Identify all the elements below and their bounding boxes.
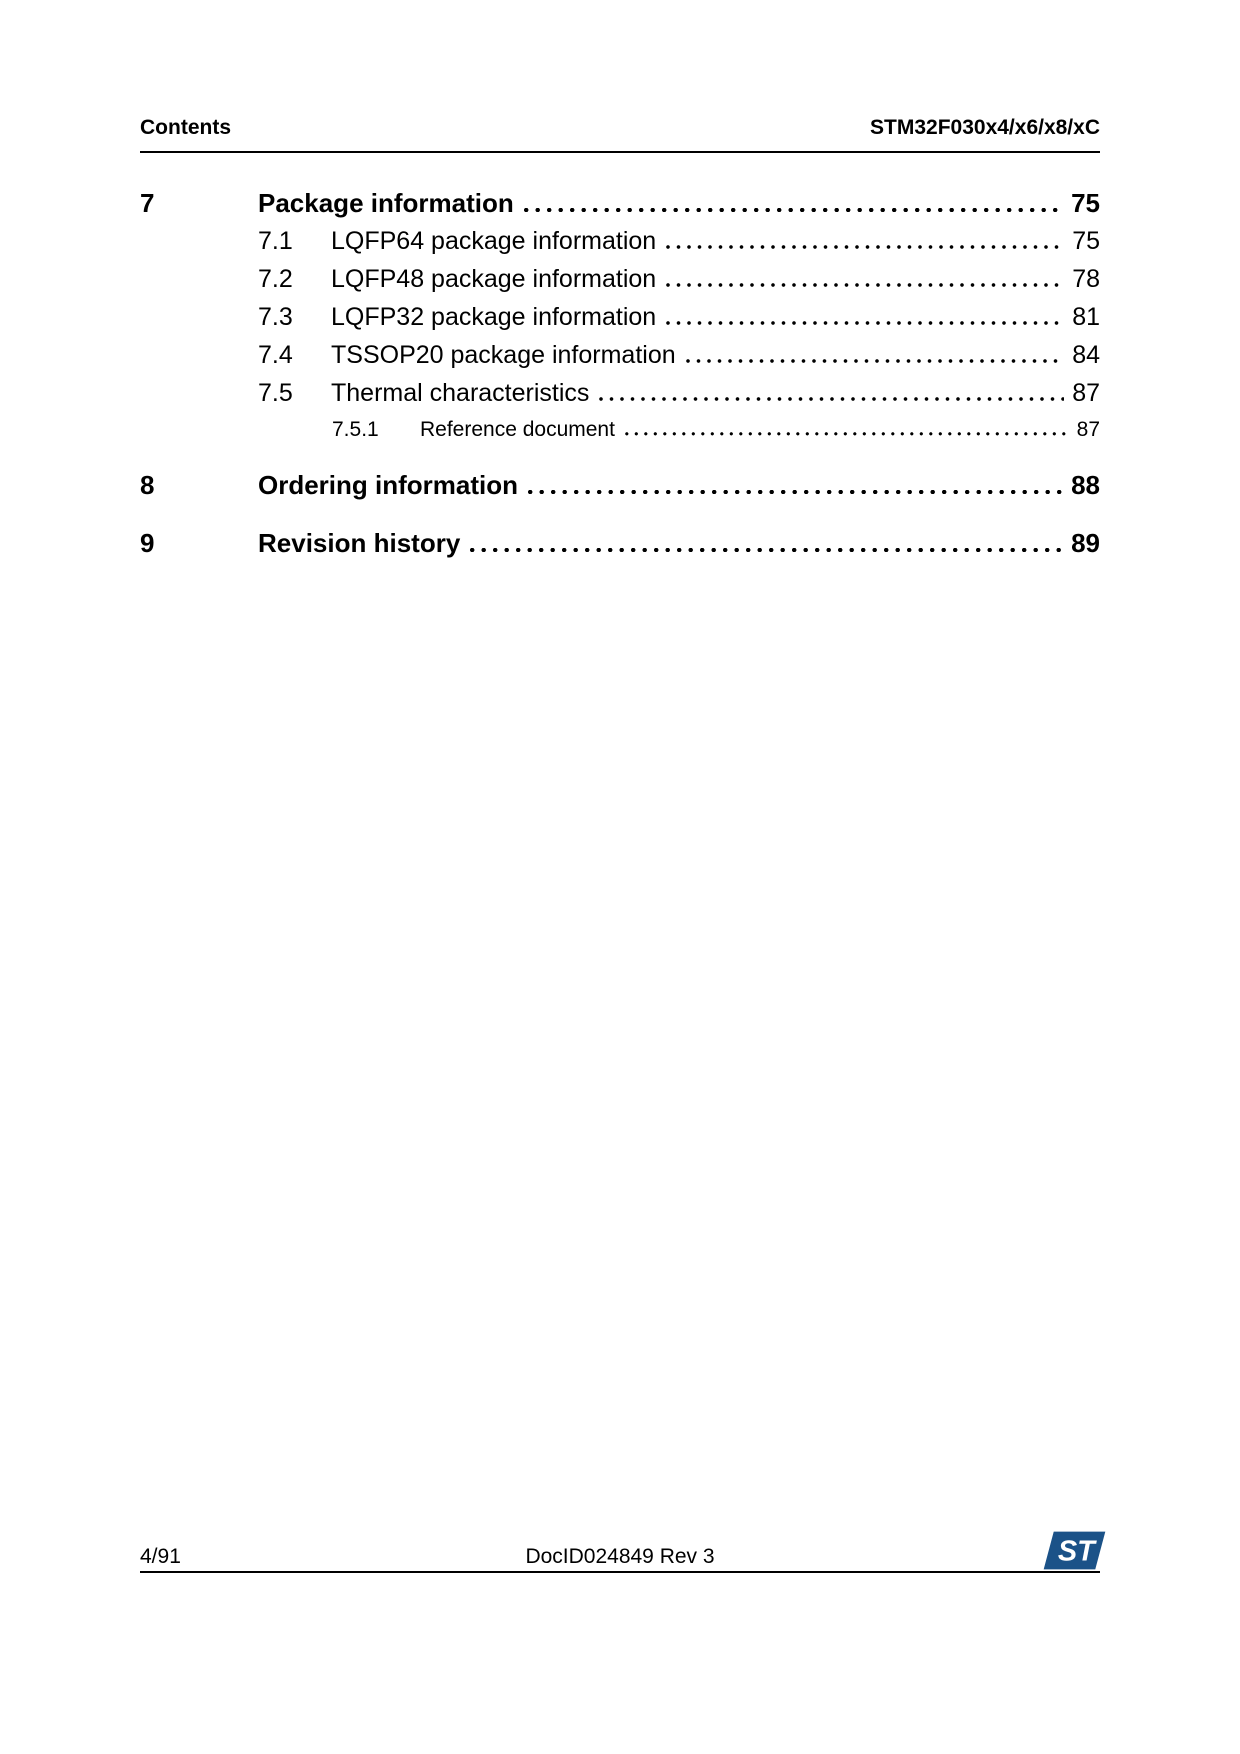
- toc-entry-7.2[interactable]: [140, 267, 1100, 292]
- toc-entry-8[interactable]: [140, 472, 1100, 498]
- toc-entry-number: 7.5.1: [332, 418, 379, 441]
- toc-dot-leader: [666, 283, 1064, 287]
- toc-entry-title: Thermal characteristics: [331, 379, 590, 407]
- toc-dot-leader: [470, 548, 1063, 552]
- toc-dot-leader: [528, 490, 1063, 494]
- toc-entry-page: 81: [1072, 303, 1100, 331]
- toc-entry-page: 84: [1072, 341, 1100, 369]
- toc-entry-7.1[interactable]: [140, 229, 1100, 254]
- page-header: [140, 116, 1100, 153]
- toc-entry-7.5[interactable]: [140, 381, 1100, 406]
- toc-entry-7.5.1[interactable]: [140, 419, 1100, 440]
- footer-page-number: 4/91: [140, 1545, 181, 1568]
- toc-entry-title: LQFP48 package information: [331, 265, 657, 293]
- toc-entry-number: 7: [140, 188, 155, 218]
- toc-entry-7.4[interactable]: [140, 343, 1100, 368]
- toc-dot-leader: [524, 208, 1063, 212]
- toc-entry-page: 75: [1071, 188, 1100, 218]
- toc-entry-title: TSSOP20 package information: [331, 341, 676, 369]
- footer-doc-id: DocID024849 Rev 3: [525, 1545, 715, 1568]
- toc-entry-page: 87: [1072, 379, 1100, 407]
- toc-entry-title: Reference document: [420, 418, 615, 441]
- toc-entry-7.3[interactable]: [140, 305, 1100, 330]
- toc-entry-number: 7.3: [258, 303, 293, 331]
- toc-entry-number: 7.5: [258, 379, 293, 407]
- toc-entry-page: 75: [1072, 227, 1100, 255]
- toc-entry-7[interactable]: [140, 190, 1100, 216]
- toc-dot-leader: [666, 321, 1064, 325]
- toc-entry-number: 7.4: [258, 341, 293, 369]
- toc-entry-title: Revision history: [258, 528, 461, 558]
- toc-entry-page: 87: [1076, 418, 1100, 441]
- toc-dot-leader: [666, 245, 1064, 249]
- toc-entry-number: 9: [140, 528, 155, 558]
- toc-dot-leader: [686, 359, 1065, 363]
- toc-entry-title: Ordering information: [258, 470, 518, 500]
- toc-entry-number: 7.1: [258, 227, 293, 255]
- toc-entry-page: 88: [1071, 470, 1100, 500]
- toc-entry-page: 89: [1071, 528, 1100, 558]
- toc-entry-number: 8: [140, 470, 155, 500]
- header-device-title: STM32F030x4/x6/x8/xC: [870, 116, 1100, 139]
- table-of-contents: [140, 190, 1100, 569]
- toc-entry-title: Package information: [258, 188, 514, 218]
- toc-entry-number: 7.2: [258, 265, 293, 293]
- toc-entry-page: 78: [1072, 265, 1100, 293]
- toc-dot-leader: [625, 432, 1069, 436]
- st-logo-icon: [1043, 1531, 1106, 1570]
- footer-divider: [140, 1571, 1100, 1573]
- toc-entry-title: LQFP64 package information: [331, 227, 657, 255]
- toc-dot-leader: [599, 397, 1064, 401]
- toc-entry-title: LQFP32 package information: [331, 303, 657, 331]
- header-section-title: Contents: [140, 116, 231, 139]
- st-logo-letters: ST: [1057, 1535, 1095, 1568]
- toc-entry-9[interactable]: [140, 530, 1100, 556]
